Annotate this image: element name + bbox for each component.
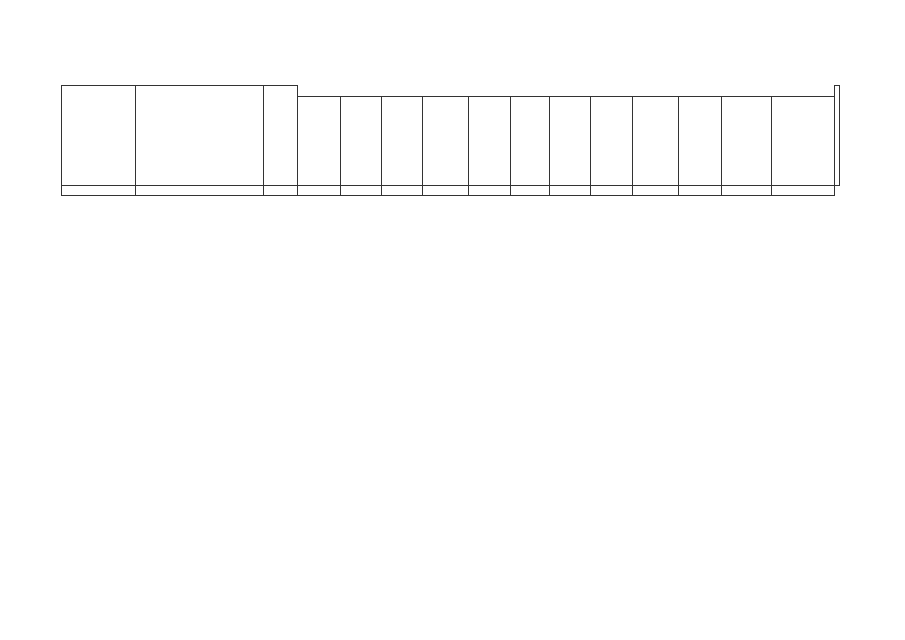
- column-number: [633, 185, 679, 195]
- column-number-row: [62, 185, 840, 195]
- header-year: [382, 96, 423, 185]
- header-year: [341, 96, 382, 185]
- header-year: [722, 96, 772, 185]
- column-number: [341, 185, 382, 195]
- column-number: [722, 185, 772, 195]
- header-forestry-name: [62, 86, 136, 186]
- column-number: [382, 185, 423, 195]
- column-number: [550, 185, 591, 195]
- column-number: [511, 185, 550, 195]
- header-year: [423, 96, 469, 185]
- header-year: [550, 96, 591, 185]
- column-number: [298, 185, 341, 195]
- column-number: [679, 185, 722, 195]
- column-number: [136, 185, 264, 195]
- header-total: [835, 86, 840, 186]
- column-number: [772, 185, 835, 195]
- column-number: [591, 185, 633, 195]
- header-year: [633, 96, 679, 185]
- header-year-group: [298, 86, 772, 97]
- forest-use-table: [61, 85, 840, 196]
- header-year: [469, 96, 511, 185]
- column-number: [264, 185, 298, 195]
- header-year: [511, 96, 550, 185]
- header-use-type: [136, 86, 264, 186]
- column-number: [423, 185, 469, 195]
- header-year: [591, 96, 633, 185]
- column-number: [469, 185, 511, 195]
- header-unit: [264, 86, 298, 186]
- header-year-group-end: [772, 86, 835, 97]
- header-prior-year: [298, 96, 341, 185]
- header-year: [679, 96, 722, 185]
- header-top-row: [62, 86, 840, 97]
- column-number: [62, 185, 136, 195]
